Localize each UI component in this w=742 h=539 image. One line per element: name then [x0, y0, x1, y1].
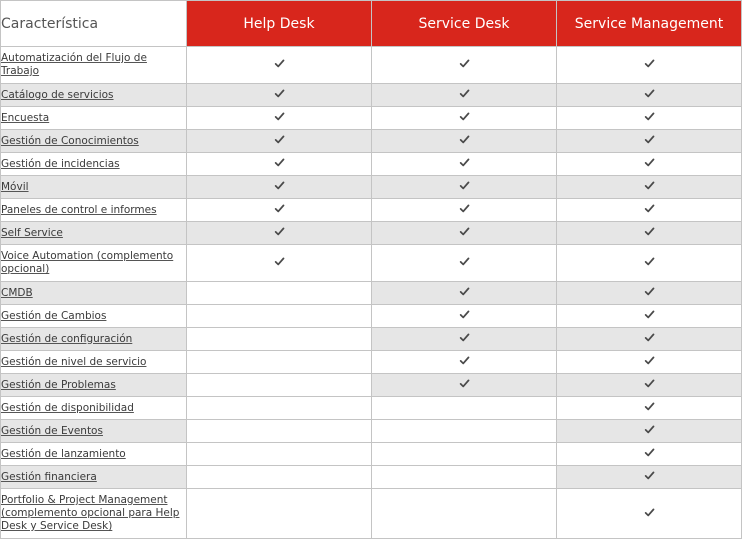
- check-icon: [644, 226, 655, 237]
- check-icon: [459, 58, 470, 69]
- check-icon: [274, 134, 285, 145]
- availability-cell: [372, 397, 557, 420]
- feature-cell: [1, 420, 187, 443]
- availability-cell: [372, 245, 557, 282]
- check-icon: [459, 157, 470, 168]
- availability-cell: [372, 420, 557, 443]
- availability-cell: [557, 351, 742, 374]
- check-icon: [459, 226, 470, 237]
- check-icon: [644, 332, 655, 343]
- availability-cell: [372, 466, 557, 489]
- check-icon: [274, 180, 285, 191]
- check-icon: [274, 88, 285, 99]
- feature-cell: [1, 199, 187, 222]
- table-row: [1, 489, 742, 539]
- feature-link[interactable]: Voice Automation (complemento opcional): [1, 250, 174, 275]
- feature-cell: [1, 328, 187, 351]
- availability-cell: [557, 420, 742, 443]
- feature-cell: [1, 305, 187, 328]
- availability-cell: [557, 199, 742, 222]
- availability-cell: [557, 153, 742, 176]
- availability-cell: [187, 443, 372, 466]
- availability-cell: [187, 397, 372, 420]
- table-body: [1, 47, 742, 539]
- feature-link[interactable]: Gestión de nivel de servicio: [1, 355, 147, 368]
- availability-cell: [187, 245, 372, 282]
- check-icon: [459, 378, 470, 389]
- table-row: [1, 443, 742, 466]
- feature-cell: [1, 466, 187, 489]
- availability-cell: [187, 47, 372, 84]
- availability-cell: [372, 47, 557, 84]
- availability-cell: [372, 305, 557, 328]
- availability-cell: [557, 47, 742, 84]
- feature-cell: [1, 84, 187, 107]
- check-icon: [459, 111, 470, 122]
- check-icon: [459, 88, 470, 99]
- availability-cell: [557, 466, 742, 489]
- table-row: [1, 130, 742, 153]
- check-icon: [459, 180, 470, 191]
- availability-cell: [372, 443, 557, 466]
- feature-link[interactable]: Móvil: [1, 180, 29, 193]
- check-icon: [644, 256, 655, 267]
- feature-column-header: Característica: [1, 1, 187, 47]
- feature-cell: [1, 222, 187, 245]
- check-icon: [459, 286, 470, 297]
- product-header-service-management: Service Management: [557, 1, 742, 47]
- availability-cell: [187, 282, 372, 305]
- feature-cell: [1, 176, 187, 199]
- feature-link[interactable]: Gestión de Problemas: [1, 378, 116, 391]
- table-row: [1, 153, 742, 176]
- check-icon: [459, 256, 470, 267]
- check-icon: [644, 470, 655, 481]
- availability-cell: [557, 328, 742, 351]
- feature-cell: [1, 282, 187, 305]
- check-icon: [644, 378, 655, 389]
- feature-link[interactable]: Gestión de Eventos: [1, 424, 103, 437]
- feature-cell: [1, 443, 187, 466]
- check-icon: [644, 134, 655, 145]
- check-icon: [644, 88, 655, 99]
- availability-cell: [372, 84, 557, 107]
- table-row: [1, 84, 742, 107]
- check-icon: [274, 157, 285, 168]
- availability-cell: [187, 176, 372, 199]
- availability-cell: [372, 328, 557, 351]
- availability-cell: [187, 199, 372, 222]
- feature-cell: [1, 489, 187, 539]
- availability-cell: [187, 328, 372, 351]
- availability-cell: [187, 374, 372, 397]
- check-icon: [644, 401, 655, 412]
- table-row: [1, 176, 742, 199]
- availability-cell: [187, 84, 372, 107]
- availability-cell: [557, 222, 742, 245]
- check-icon: [644, 111, 655, 122]
- table-row: [1, 466, 742, 489]
- check-icon: [644, 180, 655, 191]
- table-header-row: [1, 1, 742, 47]
- feature-link[interactable]: Gestión de Conocimientos: [1, 134, 139, 147]
- feature-cell: [1, 374, 187, 397]
- feature-link[interactable]: Portfolio & Project Management (complemento opcional para Help Desk y Service Desk): [1, 494, 180, 532]
- availability-cell: [372, 222, 557, 245]
- table-row: [1, 47, 742, 84]
- table-row: [1, 199, 742, 222]
- feature-link[interactable]: CMDB: [1, 286, 33, 299]
- availability-cell: [557, 374, 742, 397]
- availability-cell: [372, 199, 557, 222]
- availability-cell: [557, 305, 742, 328]
- check-icon: [644, 157, 655, 168]
- check-icon: [274, 256, 285, 267]
- table-row: [1, 107, 742, 130]
- availability-cell: [372, 489, 557, 539]
- availability-cell: [187, 222, 372, 245]
- check-icon: [459, 203, 470, 214]
- availability-cell: [372, 282, 557, 305]
- feature-link[interactable]: Paneles de control e informes: [1, 203, 157, 216]
- check-icon: [459, 355, 470, 366]
- feature-cell: [1, 245, 187, 282]
- availability-cell: [372, 176, 557, 199]
- table-row: [1, 351, 742, 374]
- check-icon: [644, 286, 655, 297]
- availability-cell: [187, 489, 372, 539]
- table-row: [1, 282, 742, 305]
- check-icon: [644, 447, 655, 458]
- table-row: [1, 420, 742, 443]
- feature-cell: [1, 351, 187, 374]
- table-row: [1, 222, 742, 245]
- feature-cell: [1, 130, 187, 153]
- feature-cell: [1, 153, 187, 176]
- table-row: [1, 328, 742, 351]
- feature-link[interactable]: Gestión de disponibilidad: [1, 401, 134, 414]
- product-header-service-desk: Service Desk: [372, 1, 557, 47]
- check-icon: [644, 507, 655, 518]
- availability-cell: [557, 176, 742, 199]
- availability-cell: [187, 130, 372, 153]
- availability-cell: [372, 130, 557, 153]
- check-icon: [274, 111, 285, 122]
- table-row: [1, 374, 742, 397]
- table-row: [1, 245, 742, 282]
- feature-link[interactable]: Encuesta: [1, 111, 50, 124]
- feature-link[interactable]: Catálogo de servicios: [1, 88, 114, 101]
- availability-cell: [557, 282, 742, 305]
- availability-cell: [557, 245, 742, 282]
- availability-cell: [187, 420, 372, 443]
- feature-cell: [1, 107, 187, 130]
- check-icon: [644, 424, 655, 435]
- availability-cell: [187, 107, 372, 130]
- feature-link[interactable]: Self Service: [1, 226, 63, 239]
- availability-cell: [187, 305, 372, 328]
- availability-cell: [372, 153, 557, 176]
- feature-cell: [1, 397, 187, 420]
- check-icon: [274, 58, 285, 69]
- check-icon: [459, 332, 470, 343]
- feature-cell: [1, 47, 187, 84]
- check-icon: [274, 226, 285, 237]
- check-icon: [644, 58, 655, 69]
- check-icon: [644, 203, 655, 214]
- table-row: [1, 397, 742, 420]
- feature-link[interactable]: Gestión de incidencias: [1, 157, 120, 170]
- check-icon: [459, 134, 470, 145]
- availability-cell: [557, 489, 742, 539]
- availability-cell: [557, 107, 742, 130]
- check-icon: [644, 355, 655, 366]
- table-row: [1, 305, 742, 328]
- availability-cell: [187, 153, 372, 176]
- product-header-help-desk: Help Desk: [187, 1, 372, 47]
- feature-link[interactable]: Gestión de configuración: [1, 332, 133, 345]
- feature-link[interactable]: Gestión de Cambios: [1, 309, 107, 322]
- availability-cell: [187, 466, 372, 489]
- feature-link[interactable]: Automatización del Flujo de Trabajo: [1, 52, 147, 77]
- availability-cell: [372, 351, 557, 374]
- availability-cell: [187, 351, 372, 374]
- availability-cell: [372, 374, 557, 397]
- check-icon: [644, 309, 655, 320]
- availability-cell: [372, 107, 557, 130]
- feature-link[interactable]: Gestión de lanzamiento: [1, 447, 126, 460]
- feature-link[interactable]: Gestión financiera: [1, 470, 97, 483]
- check-icon: [274, 203, 285, 214]
- availability-cell: [557, 84, 742, 107]
- availability-cell: [557, 397, 742, 420]
- check-icon: [459, 309, 470, 320]
- availability-cell: [557, 443, 742, 466]
- availability-cell: [557, 130, 742, 153]
